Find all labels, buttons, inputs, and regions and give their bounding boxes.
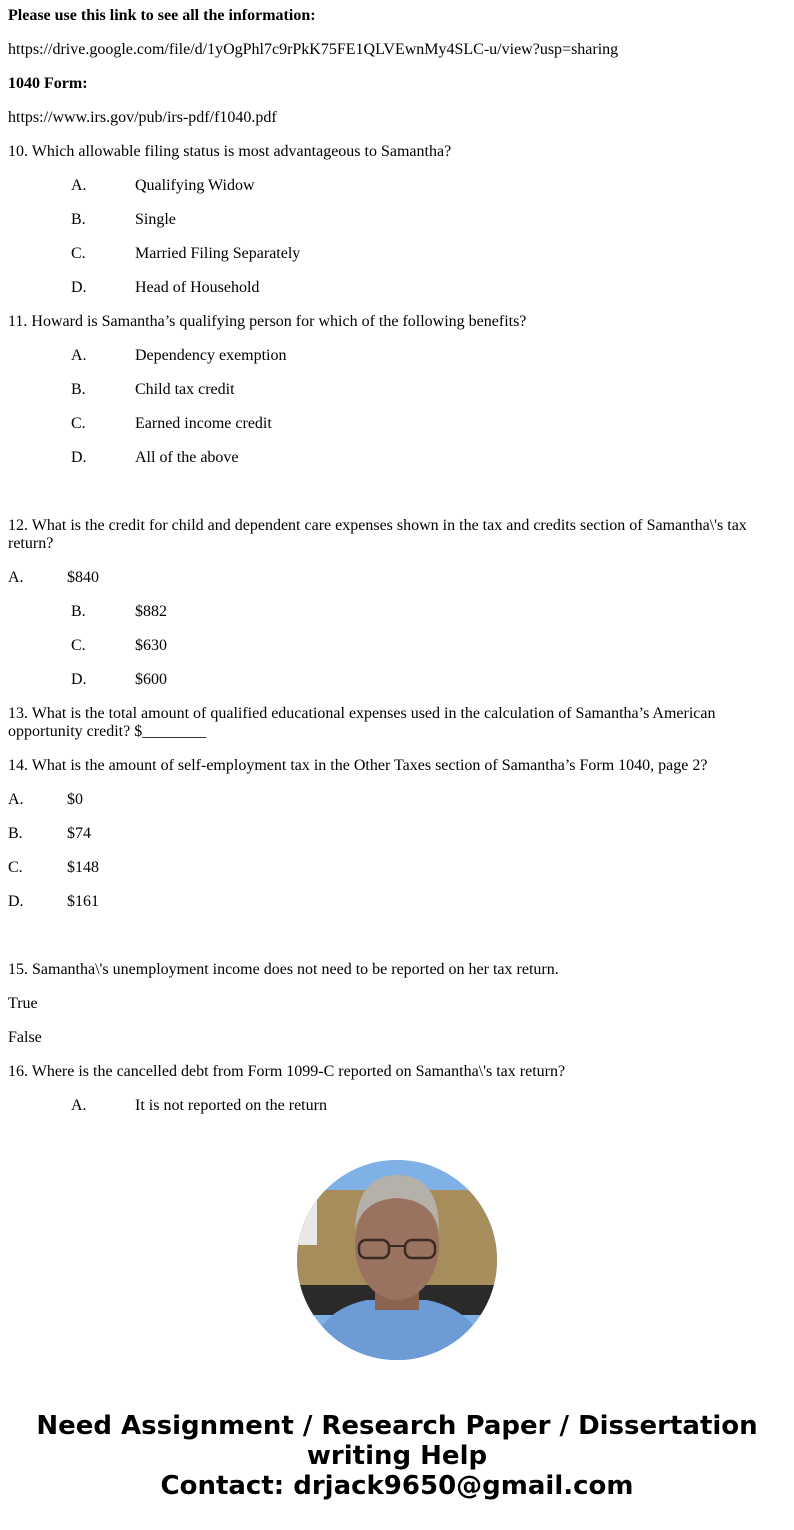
option-true: True xyxy=(8,995,38,1012)
form-link[interactable]: https://www.irs.gov/pub/irs-pdf/f1040.pdf xyxy=(8,109,277,126)
option-letter: A. xyxy=(8,569,24,586)
option xyxy=(8,791,786,809)
option-text: $74 xyxy=(67,825,91,842)
option-text: Dependency exemption xyxy=(135,347,287,364)
author-photo xyxy=(297,1160,497,1360)
contact-footer xyxy=(0,1411,794,1501)
option-text: All of the above xyxy=(135,449,239,466)
option-text: $882 xyxy=(135,603,167,620)
blank-line xyxy=(8,483,786,501)
form-label xyxy=(8,75,786,93)
footer-contact: Contact: drjack9650@gmail.com xyxy=(160,1471,634,1501)
option-letter: A. xyxy=(71,1097,87,1114)
question-14: 14. What is the amount of self-employment tax in the Other Taxes section of Samantha’s Form 1040, page 2? xyxy=(8,757,708,774)
option-letter: B. xyxy=(8,825,23,842)
option-text: Head of Household xyxy=(135,279,260,296)
option xyxy=(8,347,786,365)
option xyxy=(8,211,786,229)
link-intro xyxy=(8,7,786,25)
option xyxy=(8,177,786,195)
option xyxy=(8,449,786,467)
option-letter: D. xyxy=(71,671,87,688)
option xyxy=(8,893,786,911)
question-11: 11. Howard is Samantha’s qualifying person for which of the following benefits? xyxy=(8,313,527,330)
option-letter: A. xyxy=(71,347,87,364)
option-text: $148 xyxy=(67,859,99,876)
option xyxy=(8,671,786,689)
option xyxy=(8,1097,786,1115)
question-16: 16. Where is the cancelled debt from Form 1099-C reported on Samantha\'s tax return? xyxy=(8,1063,566,1080)
option-letter: C. xyxy=(71,415,86,432)
document xyxy=(0,7,794,1115)
option-letter: D. xyxy=(71,449,87,466)
option xyxy=(8,569,786,587)
option xyxy=(8,381,786,399)
footer-line-1: Need Assignment / Research Paper / Dissertation xyxy=(36,1411,758,1441)
option-text: $630 xyxy=(135,637,167,654)
option-letter: B. xyxy=(71,211,86,228)
drive-link[interactable]: https://drive.google.com/file/d/1yOgPhl7c9rPkK75FE1QLVEwnMy4SLC-u/view?usp=sharing xyxy=(8,41,619,58)
option xyxy=(8,825,786,843)
option xyxy=(8,603,786,621)
question-15: 15. Samantha\'s unemployment income does not need to be reported on her tax return. xyxy=(8,961,559,978)
option-text: $840 xyxy=(67,569,99,586)
option xyxy=(8,279,786,297)
question-12: 12. What is the credit for child and dependent care expenses shown in the tax and credits section of Samantha\'s tax return? xyxy=(8,517,747,552)
option-text: Single xyxy=(135,211,176,228)
footer-line-2: writing Help xyxy=(306,1441,488,1471)
option-text: $600 xyxy=(135,671,167,688)
option-letter: B. xyxy=(71,381,86,398)
option-text: Child tax credit xyxy=(135,381,235,398)
option-letter: C. xyxy=(8,859,23,876)
option-letter: B. xyxy=(71,603,86,620)
option-letter: C. xyxy=(71,245,86,262)
question-10: 10. Which allowable filing status is most advantageous to Samantha? xyxy=(8,143,452,160)
option xyxy=(8,859,786,877)
option-letter: A. xyxy=(71,177,87,194)
link-intro-text: Please use this link to see all the information: xyxy=(8,7,316,24)
option-text: It is not reported on the return xyxy=(135,1097,327,1114)
option-false: False xyxy=(8,1029,42,1046)
option-letter: A. xyxy=(8,791,24,808)
question-13: 13. What is the total amount of qualified educational expenses used in the calculation of Samantha’s American opportunity credit? $________ xyxy=(8,705,716,740)
blank-line xyxy=(8,927,786,945)
option-letter: C. xyxy=(71,637,86,654)
option xyxy=(8,245,786,263)
option-letter: D. xyxy=(71,279,87,296)
option xyxy=(8,415,786,433)
option-text: Earned income credit xyxy=(135,415,272,432)
form-label-text: 1040 Form: xyxy=(8,75,88,92)
option-letter: D. xyxy=(8,893,24,910)
option xyxy=(8,637,786,655)
option-text: $161 xyxy=(67,893,99,910)
option-text: Married Filing Separately xyxy=(135,245,301,262)
option-text: $0 xyxy=(67,791,83,808)
option-text: Qualifying Widow xyxy=(135,177,255,194)
